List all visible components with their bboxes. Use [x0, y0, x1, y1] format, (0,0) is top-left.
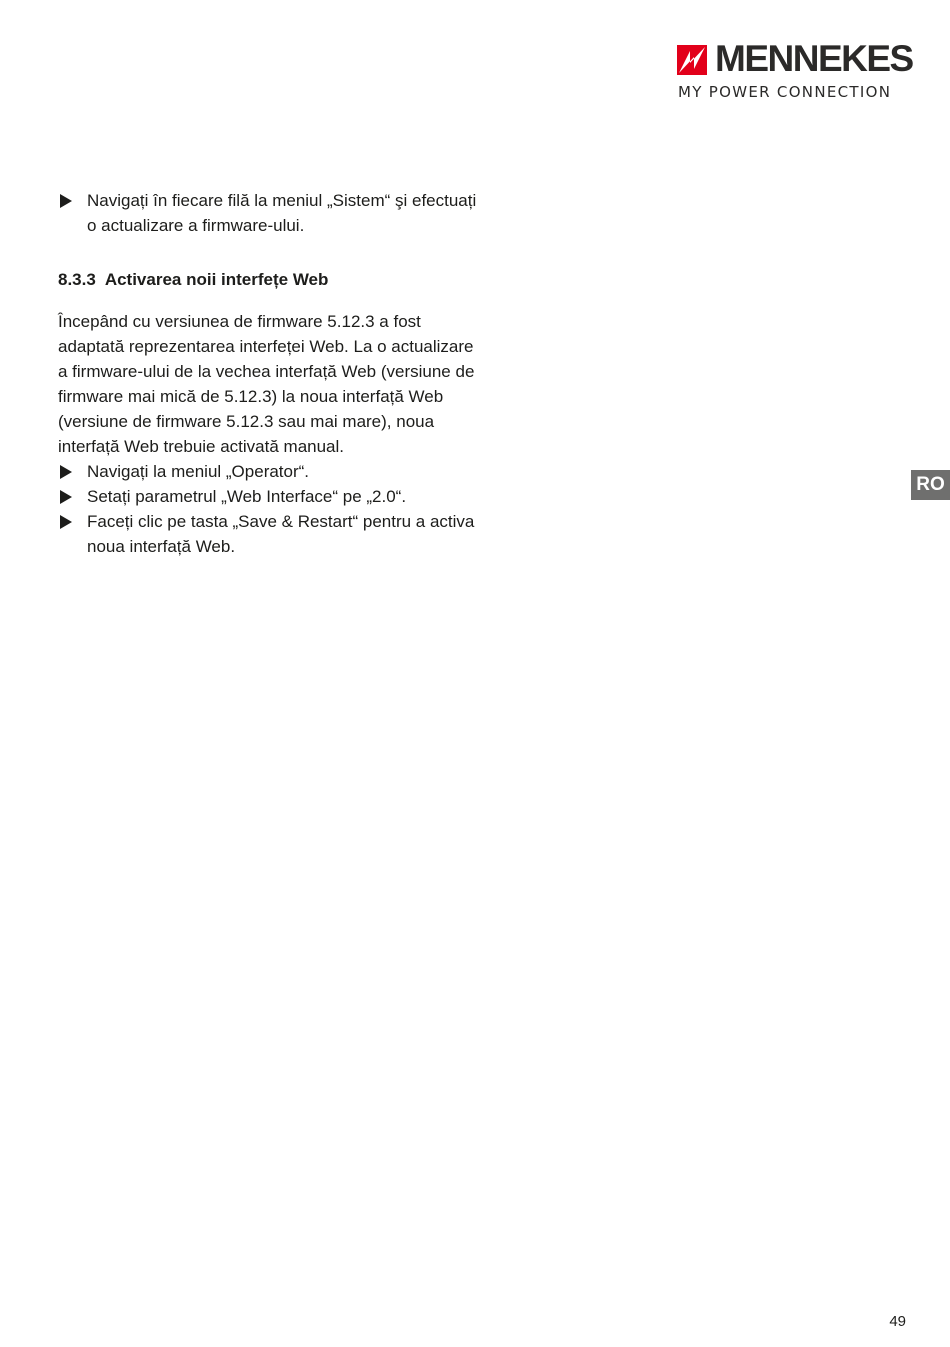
intro-step [58, 188, 478, 238]
play-triangle-icon [60, 194, 72, 208]
logo-tagline: MY POWER CONNECTION [678, 83, 892, 101]
page-number: 49 [889, 1313, 906, 1330]
mennekes-logo-mark-icon [677, 45, 707, 75]
language-tab-ro: RO [911, 470, 950, 500]
main-content [58, 188, 478, 559]
instruction-step [58, 459, 478, 484]
play-triangle-icon [60, 465, 72, 479]
logo-wordmark: MENNEKES [715, 38, 913, 79]
play-triangle-icon [60, 515, 72, 529]
section-heading [58, 267, 478, 292]
section-paragraph: Începând cu versiunea de firmware 5.12.3 a fost adaptată reprezentarea interfeței Web. La o actualizare a firmware-ului de la vechea interfață Web (versiune de firmware mai mică de 5.12.3) la noua interfață Web (versiune de firmware 5.12.3 sau mai mare), noua interfață Web trebuie activată manual. [58, 312, 475, 456]
play-triangle-icon [60, 490, 72, 504]
instruction-step-text: Navigați la meniul „Operator“. [87, 462, 310, 481]
instruction-step-text: Faceți clic pe tasta „Save & Restart“ pentru a activa noua interfață Web. [87, 512, 475, 556]
section-number: 8.3.3 [58, 270, 96, 289]
instruction-step [58, 509, 478, 559]
section-title: Activarea noii interfețe Web [104, 270, 329, 289]
instruction-steps [58, 459, 478, 559]
instruction-step-text: Setați parametrul „Web Interface“ pe „2.0“. [87, 487, 407, 506]
instruction-step [58, 484, 478, 509]
intro-step-text: Navigați în fiecare filă la meniul „Sistem“ şi efectuați o actualizare a firmware-ului. [87, 191, 477, 235]
mennekes-logo [677, 38, 913, 103]
